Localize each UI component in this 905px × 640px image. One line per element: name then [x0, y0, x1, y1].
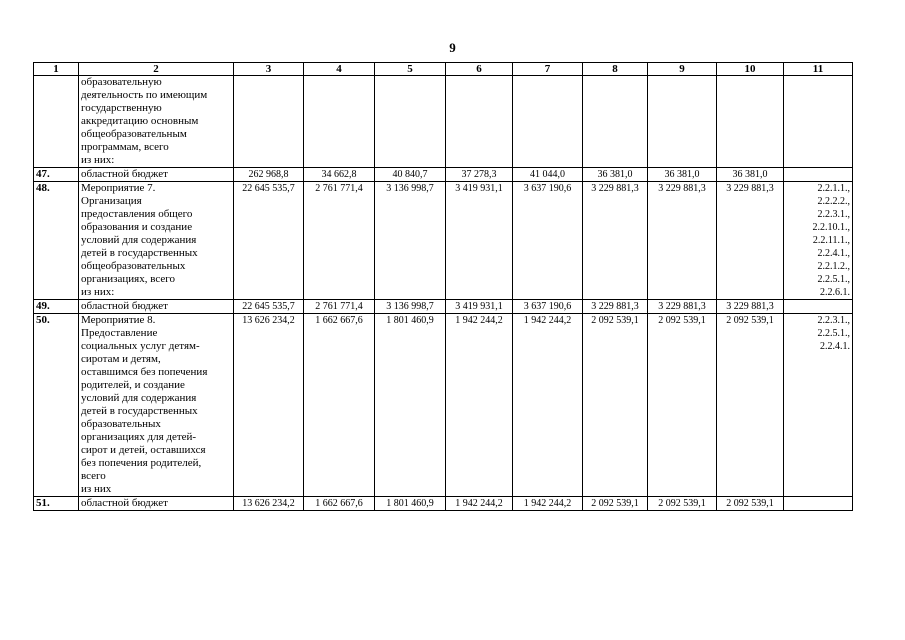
value-cell: 36 381,0 [583, 168, 648, 182]
value-cell: 2 092 539,1 [583, 314, 648, 497]
value-cell: 2 761 771,4 [304, 300, 375, 314]
budget-table [33, 62, 853, 511]
value-cell: 1 942 244,2 [513, 314, 583, 497]
value-cell [304, 76, 375, 168]
value-cell [375, 76, 446, 168]
task-refs [784, 497, 853, 511]
value-cell: 2 092 539,1 [648, 497, 717, 511]
task-refs [784, 76, 853, 168]
table-row [34, 300, 853, 314]
value-cell [513, 76, 583, 168]
row-number [34, 76, 79, 168]
table-row [34, 182, 853, 300]
task-refs [784, 300, 853, 314]
column-header: 7 [513, 63, 583, 76]
row-number: 51. [34, 497, 79, 511]
value-cell: 1 801 460,9 [375, 497, 446, 511]
value-cell: 262 968,8 [234, 168, 304, 182]
value-cell: 3 419 931,1 [446, 300, 513, 314]
table-row [34, 76, 853, 168]
value-cell: 22 645 535,7 [234, 300, 304, 314]
value-cell: 1 942 244,2 [513, 497, 583, 511]
table-row [34, 497, 853, 511]
value-cell: 2 092 539,1 [717, 314, 784, 497]
column-header: 4 [304, 63, 375, 76]
value-cell: 3 136 998,7 [375, 300, 446, 314]
row-number: 48. [34, 182, 79, 300]
column-header: 9 [648, 63, 717, 76]
column-header: 3 [234, 63, 304, 76]
value-cell: 3 419 931,1 [446, 182, 513, 300]
row-description: областной бюджет [79, 168, 234, 182]
value-cell: 2 092 539,1 [717, 497, 784, 511]
value-cell: 22 645 535,7 [234, 182, 304, 300]
value-cell: 3 229 881,3 [648, 182, 717, 300]
value-cell: 3 229 881,3 [583, 182, 648, 300]
value-cell: 2 092 539,1 [648, 314, 717, 497]
value-cell [648, 76, 717, 168]
value-cell: 3 229 881,3 [648, 300, 717, 314]
value-cell: 2 761 771,4 [304, 182, 375, 300]
column-header: 6 [446, 63, 513, 76]
value-cell: 3 229 881,3 [717, 300, 784, 314]
value-cell: 1 662 667,6 [304, 497, 375, 511]
value-cell: 1 942 244,2 [446, 314, 513, 497]
value-cell: 2 092 539,1 [583, 497, 648, 511]
value-cell: 41 044,0 [513, 168, 583, 182]
task-refs [784, 168, 853, 182]
column-header: 11 [784, 63, 853, 76]
table-row [34, 168, 853, 182]
value-cell: 37 278,3 [446, 168, 513, 182]
column-header: 5 [375, 63, 446, 76]
page-number: 9 [449, 40, 456, 55]
task-refs: 2.2.3.1., 2.2.5.1., 2.2.4.1. [784, 314, 853, 497]
value-cell: 3 229 881,3 [717, 182, 784, 300]
row-description: образовательную деятельность по имеющим государственную аккредитацию основным общеобразовательным программам, всего из них: [79, 76, 234, 168]
value-cell [583, 76, 648, 168]
row-description: областной бюджет [79, 497, 234, 511]
row-number: 47. [34, 168, 79, 182]
value-cell: 36 381,0 [648, 168, 717, 182]
value-cell [717, 76, 784, 168]
value-cell: 1 801 460,9 [375, 314, 446, 497]
value-cell: 36 381,0 [717, 168, 784, 182]
table-header-row [34, 63, 853, 76]
value-cell: 3 637 190,6 [513, 182, 583, 300]
row-number: 49. [34, 300, 79, 314]
column-header: 8 [583, 63, 648, 76]
value-cell: 13 626 234,2 [234, 497, 304, 511]
value-cell: 40 840,7 [375, 168, 446, 182]
value-cell: 34 662,8 [304, 168, 375, 182]
row-description: областной бюджет [79, 300, 234, 314]
column-header: 2 [79, 63, 234, 76]
table-row [34, 314, 853, 497]
row-description: Мероприятие 8. Предоставление социальных услуг детям- сиротам и детям, оставшимся без попечения родителей, и создание условий для содержания детей в государственных образовательных организациях для детей- сирот и детей, оставшихся без попечения родителей, всего из них [79, 314, 234, 497]
value-cell: 1 942 244,2 [446, 497, 513, 511]
value-cell: 3 637 190,6 [513, 300, 583, 314]
value-cell: 3 229 881,3 [583, 300, 648, 314]
column-header: 10 [717, 63, 784, 76]
value-cell: 1 662 667,6 [304, 314, 375, 497]
row-description: Мероприятие 7. Организация предоставления общего образования и создание условий для содержания детей в государственных общеобразовательных организациях, всего из них: [79, 182, 234, 300]
value-cell [234, 76, 304, 168]
value-cell: 3 136 998,7 [375, 182, 446, 300]
row-number: 50. [34, 314, 79, 497]
task-refs: 2.2.1.1., 2.2.2.2., 2.2.3.1., 2.2.10.1., 2.2.11.1., 2.2.4.1., 2.2.1.2., 2.2.5.1., 2.2.6.1. [784, 182, 853, 300]
column-header: 1 [34, 63, 79, 76]
value-cell: 13 626 234,2 [234, 314, 304, 497]
value-cell [446, 76, 513, 168]
